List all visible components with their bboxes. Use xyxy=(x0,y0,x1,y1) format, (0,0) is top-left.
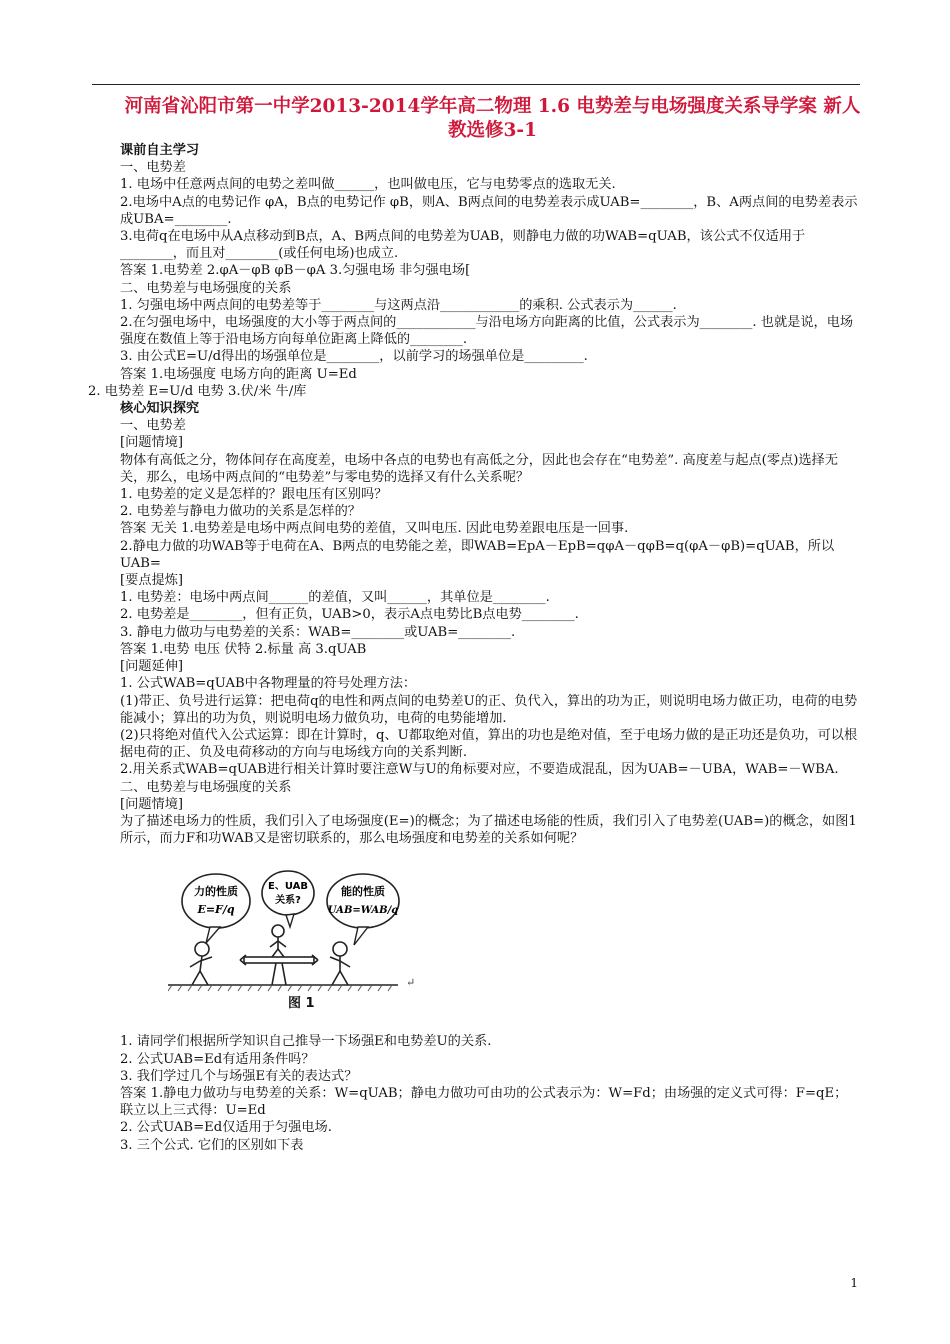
paragraph: 物体有高低之分，物体间存在高度差，电场中各点的电势也有高低之分，因此也会存在“电势差”. 高度差与起点(零点)选择无关，那么，电场中两点间的“电势差”与零电势的选择又有什么关系呢？ xyxy=(120,452,838,485)
section-heading: 核心知识探究 xyxy=(120,401,200,417)
paragraph: 1. 电场中任意两点间的电势之差叫做______，也叫做电压，它与电势零点的选取无关. xyxy=(120,177,616,193)
section-heading: 课前自主学习 xyxy=(120,143,200,158)
paragraph: 3.电荷q在电场中从A点移动到B点，A、B两点间的电势差为UAB，则静电力做的功WAB=qUAB，该公式不仅适用于________，而且对________(或任何电场)也成立. xyxy=(120,229,806,262)
question: 1. 请同学们根据所学知识自己推导一下场强E和电势差U的关系. xyxy=(120,1034,492,1050)
paragraph: 2.在匀强电场中，电场强度的大小等于两点间的____________与沿电场方向距离的比值，公式表示为________. 也就是说，电场强度在数值上等于沿电场方向每单位距离上降低的________. xyxy=(120,315,854,348)
paragraph: 2. 电势差是________，但有正负，UAB>0，表示A点电势比B点电势________. xyxy=(120,607,579,623)
bracket-heading: [问题情境] xyxy=(120,796,184,812)
bubble-left-title: 力的性质 xyxy=(194,885,238,899)
paragraph: 2.电场中A点的电势记作 φA，B点的电势记作 φB，则A、B两点间的电势差表示成UAB=________，B、A两点间的电势差表示成UBA=________. xyxy=(120,194,858,227)
subsection-heading: 一、电势差 xyxy=(120,160,186,176)
bubble-mid-sub: 关系? xyxy=(275,895,301,907)
header-rule xyxy=(92,84,860,85)
question: 2. 电势差与静电力做功的关系是怎样的？ xyxy=(120,504,361,520)
bubble-mid-title: E、UAB xyxy=(267,881,309,893)
paragraph: 为了描述电场力的性质，我们引入了电场强度(E=)的概念；为了描述电场能的性质，我们引入了电势差(UAB=)的概念，如图1所示，而力F和功WAB又是密切联系的，那么电场强度和电势差的关系如何呢？ xyxy=(120,813,857,847)
paragraph: 2.静电力做的功WAB等于电荷在A、B两点的电势能之差，即WAB=EpA－EpB=qφA－qφB=q(φA－φB)=qUAB，所以UAB= xyxy=(120,538,835,571)
paragraph: 3. 由公式E=U/d得出的场强单位是________，以前学习的场强单位是_________. xyxy=(120,349,588,365)
paragraph: 1. 匀强电场中两点间的电势差等于________与这两点沿____________的乘积. 公式表示为______. xyxy=(120,297,677,313)
bubble-right-formula: UAB=WAB/q xyxy=(327,905,399,917)
paragraph: (2)只将绝对值代入公式运算：即在计算时，q、U都取绝对值，算出的功也是绝对值，至于电场力做的是正功还是负功，可以根据电荷的正、负及电荷移动的方向与电场线方向的关系判断. xyxy=(120,727,858,761)
svg-text:↵: ↵ xyxy=(406,976,416,990)
figure-illustration xyxy=(168,865,468,1015)
paragraph: 1. 电势差：电场中两点间______的差值，又叫______，其单位是________. xyxy=(120,590,550,606)
paragraph: 1. 公式WAB=qUAB中各物理量的符号处理方法： xyxy=(120,676,417,692)
answer-line: 答案 1.电势 电压 伏特 2.标量 高 3.qUAB xyxy=(120,641,367,657)
answer-line: 答案 1.静电力做功与电势差的关系：W=qUAB；静电力做功可由功的公式表示为：W=Fd；由场强的定义式可得：F=qE；联立以上三式得：U=Ed xyxy=(120,1085,848,1119)
answer-line: 3. 三个公式. 它们的区别如下表 xyxy=(120,1137,304,1153)
answer-line: 答案 无关 1.电势差是电场中两点间电势的差值，又叫电压. 因此电势差跟电压是一回事. xyxy=(120,521,629,537)
subsection-heading: 一、电势差 xyxy=(120,418,186,434)
subsection-heading: 二、电势差与电场强度的关系 xyxy=(120,779,292,795)
subsection-heading: 二、电势差与电场强度的关系 xyxy=(120,280,292,296)
bracket-heading: [要点提炼] xyxy=(120,573,184,589)
bubble-left-formula: E=F/q xyxy=(197,903,235,917)
figure-caption: 图 1 xyxy=(288,996,315,1012)
question: 1. 电势差的定义是怎样的？跟电压有区别吗？ xyxy=(120,487,388,503)
bracket-heading: [问题延伸] xyxy=(120,659,184,675)
paragraph: (1)带正、负号进行运算：把电荷q的电性和两点间的电势差U的正、负代入，算出的功为正，则说明电场力做正功，电荷的电势能减小；算出的功为负，则说明电场力做负功，电荷的电势能增加. xyxy=(120,693,858,726)
bracket-heading: [问题情境] xyxy=(120,435,184,451)
figure-1 xyxy=(168,865,468,1015)
document-body xyxy=(88,142,860,1154)
paragraph: 2.用关系式WAB=qUAB进行相关计算时要注意W与U的角标要对应，不要造成混乱，因为UAB=－UBA，WAB=－WBA. xyxy=(120,762,839,778)
document-title: 河南省沁阳市第一中学2013-2014学年高二物理 1.6 电势差与电场强度关系导学案 新人教选修3-1 xyxy=(124,96,861,141)
answer-line: 答案 1.电场强度 电场方向的距离 U=Ed xyxy=(120,366,357,382)
question: 2. 公式UAB=Ed有适用条件吗？ xyxy=(120,1051,315,1067)
paragraph: 3. 静电力做功与电势差的关系：WAB=________或UAB=________. xyxy=(120,624,516,640)
answer-line: 答案 1.电势差 2.φA－φB φB－φA 3.匀强电场 非匀强电场[ xyxy=(120,263,471,279)
page-number: 1 xyxy=(850,1276,858,1290)
answer-line: 2. 公式UAB=Ed仅适用于匀强电场. xyxy=(120,1120,332,1136)
bubble-right-title: 能的性质 xyxy=(341,885,385,899)
question: 3. 我们学过几个与场强E有关的表达式？ xyxy=(120,1068,358,1084)
answer-line: 2. 电势差 E=U/d 电势 3.伏/米 牛/库 xyxy=(88,383,307,399)
